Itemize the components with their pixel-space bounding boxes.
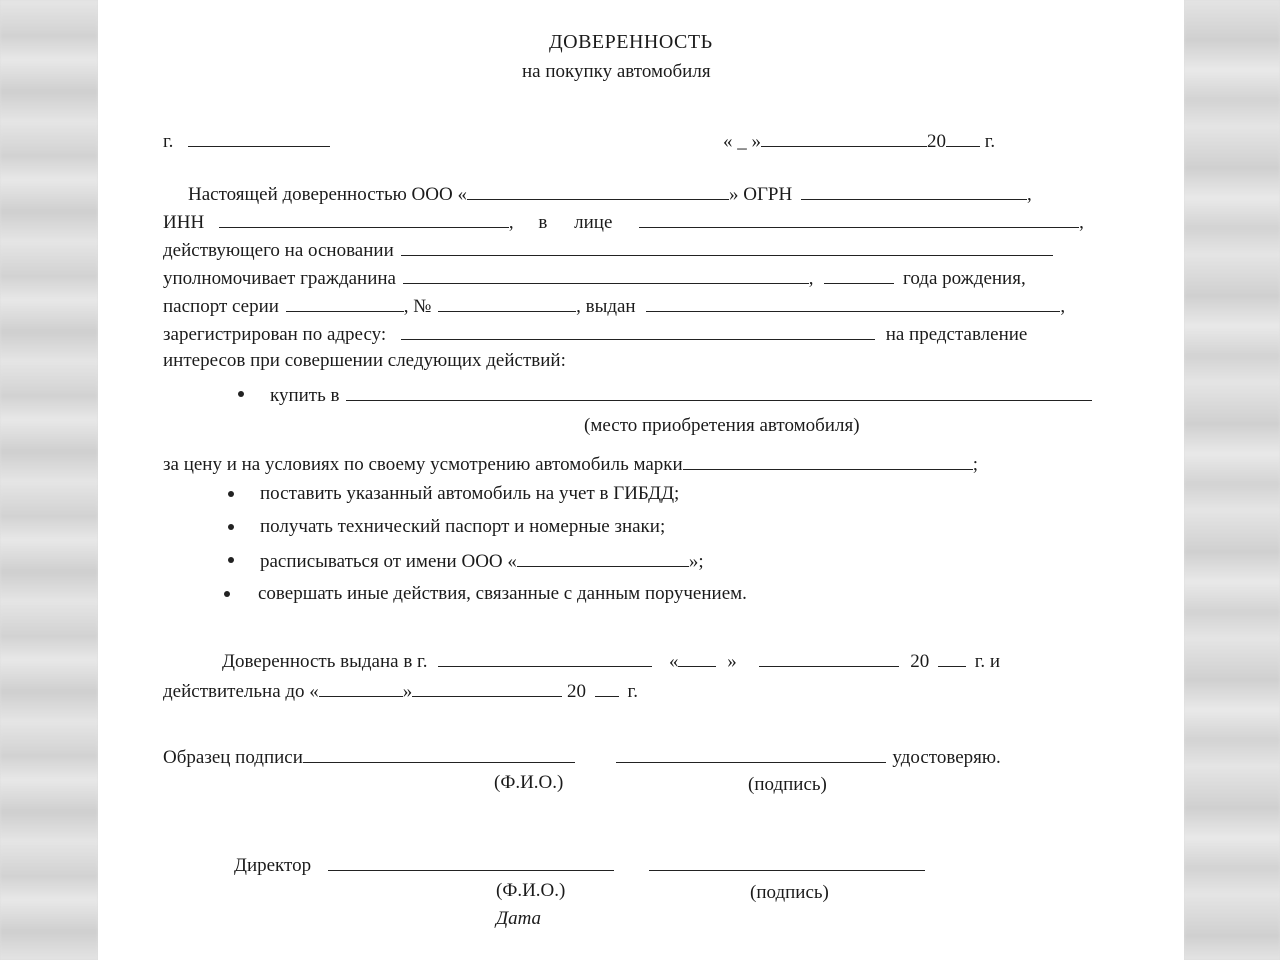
citizen-name-field[interactable] <box>403 266 809 284</box>
issued-label: Доверенность выдана в г. <box>222 651 428 672</box>
ogrn-field[interactable] <box>801 182 1027 200</box>
document-page <box>98 0 1184 960</box>
date-year-field[interactable] <box>946 129 980 147</box>
representation-label: на представление <box>885 324 1028 345</box>
date-label: Дата <box>496 908 542 929</box>
valid-line <box>163 679 638 703</box>
birth-year-field[interactable] <box>824 266 894 284</box>
citizen-label: уполномочивает гражданина <box>163 268 396 289</box>
director-label: Директор <box>234 855 312 876</box>
comma: , <box>1060 296 1066 317</box>
passport-series-field[interactable] <box>286 294 404 312</box>
issued-year-field[interactable] <box>938 649 966 667</box>
document-title: ДОВЕРЕННОСТЬ <box>549 31 713 53</box>
address-line <box>163 322 1027 346</box>
issued-by-label: , выдан <box>576 296 636 317</box>
price-text: за цену и на условиях по своему усмотрению автомобиль марки <box>163 454 683 475</box>
comma: , <box>808 268 814 289</box>
comma: , <box>1026 184 1032 205</box>
bullet-sign <box>260 549 704 573</box>
passport-number-field[interactable] <box>438 294 576 312</box>
passport-series-label: паспорт серии <box>163 296 279 317</box>
date-close-quote: » <box>751 131 761 152</box>
director-fio-field[interactable] <box>328 853 614 871</box>
bullet-other: совершать иные действия, связанные с данным поручением. <box>258 583 747 604</box>
valid-month-field[interactable] <box>412 679 562 697</box>
city-field[interactable] <box>188 129 330 147</box>
bullet-icon <box>238 391 244 397</box>
issued-city-field[interactable] <box>438 649 652 667</box>
bullet-passport: получать технический паспорт и номерные знаки; <box>260 516 666 537</box>
director-fio-caption: (Ф.И.О.) <box>496 880 566 901</box>
valid-day-field[interactable] <box>319 679 403 697</box>
person-word: лице <box>574 212 613 233</box>
inn-label: ИНН <box>163 212 205 233</box>
basis-field[interactable] <box>401 238 1053 256</box>
price-line <box>163 452 978 476</box>
basis-line <box>163 238 1053 262</box>
company-name-field[interactable] <box>467 182 729 200</box>
semicolon: ; <box>972 454 978 475</box>
valid-year-field[interactable] <box>595 679 619 697</box>
address-field[interactable] <box>401 322 875 340</box>
issued-month-field[interactable] <box>759 649 899 667</box>
director-signature-caption: (подпись) <box>750 882 829 903</box>
inn-line <box>163 210 1084 234</box>
inn-field[interactable] <box>219 210 509 228</box>
sample-fio-field[interactable] <box>303 745 575 763</box>
bullet-sign-end: »; <box>688 551 704 572</box>
address-label: зарегистрирован по адресу: <box>163 324 387 345</box>
issued-quote-close: » <box>727 651 737 672</box>
passport-number-label: , № <box>403 296 432 317</box>
comma: , <box>508 212 514 233</box>
valid-year-suffix: г. <box>627 681 638 702</box>
bullet-register: поставить указанный автомобиль на учет в ГИБДД; <box>260 483 680 504</box>
buy-label: купить в <box>270 385 340 406</box>
valid-quote-close: » <box>402 681 413 702</box>
issued-day-field[interactable] <box>678 649 716 667</box>
blurred-background-right <box>1184 0 1280 960</box>
signature-caption: (подпись) <box>748 774 827 795</box>
date-month-field[interactable] <box>761 129 927 147</box>
principal-text: Настоящей доверенностью ООО « <box>188 184 467 205</box>
issued-year-prefix: 20 <box>910 651 930 672</box>
city-line <box>163 129 330 153</box>
actions-intro: интересов при совершении следующих действий: <box>163 350 566 371</box>
fio-caption: (Ф.И.О.) <box>494 772 564 793</box>
birth-year-label: года рождения, <box>903 268 1026 289</box>
bullet-icon <box>228 491 234 497</box>
bullet-icon <box>228 557 234 563</box>
issued-year-suffix: г. и <box>974 651 1001 672</box>
blurred-background-left <box>0 0 98 960</box>
purchase-place-field[interactable] <box>346 383 1092 401</box>
company-sign-field[interactable] <box>517 549 689 567</box>
certify-label: удостоверяю. <box>892 747 1001 768</box>
bullet-sign-text: расписываться от имени ООО « <box>260 551 517 572</box>
city-prefix: г. <box>163 131 174 152</box>
sample-signature-field[interactable] <box>616 745 886 763</box>
issued-by-field[interactable] <box>646 294 1060 312</box>
buy-line <box>270 383 1092 407</box>
date-year-suffix: г. <box>984 131 996 152</box>
date-day-blank: _ <box>737 131 747 152</box>
comma: , <box>1079 212 1084 233</box>
date-line <box>723 129 995 153</box>
date-year-prefix: 20 <box>927 131 946 152</box>
bullet-icon <box>224 591 230 597</box>
car-brand-field[interactable] <box>683 452 973 470</box>
in-word: в <box>538 212 548 233</box>
director-signature-field[interactable] <box>649 853 925 871</box>
representative-field[interactable] <box>639 210 1079 228</box>
citizen-line <box>163 266 1026 290</box>
principal-line <box>188 182 1032 206</box>
basis-label: действующего на основании <box>163 240 394 261</box>
valid-year-prefix: 20 <box>567 681 587 702</box>
valid-label: действительна до « <box>163 681 319 702</box>
signature-sample-line <box>163 745 1001 769</box>
bullet-icon <box>228 524 234 530</box>
issued-line <box>222 649 1000 673</box>
signature-sample-label: Образец подписи <box>163 747 303 768</box>
director-line <box>234 853 925 877</box>
ogrn-label: » ОГРН <box>728 184 793 205</box>
passport-line <box>163 294 1065 318</box>
document-subtitle: на покупку автомобиля <box>522 61 711 82</box>
purchase-place-caption: (место приобретения автомобиля) <box>584 415 860 436</box>
issued-quote-open: « <box>668 651 679 672</box>
date-open-quote: « <box>723 131 733 152</box>
